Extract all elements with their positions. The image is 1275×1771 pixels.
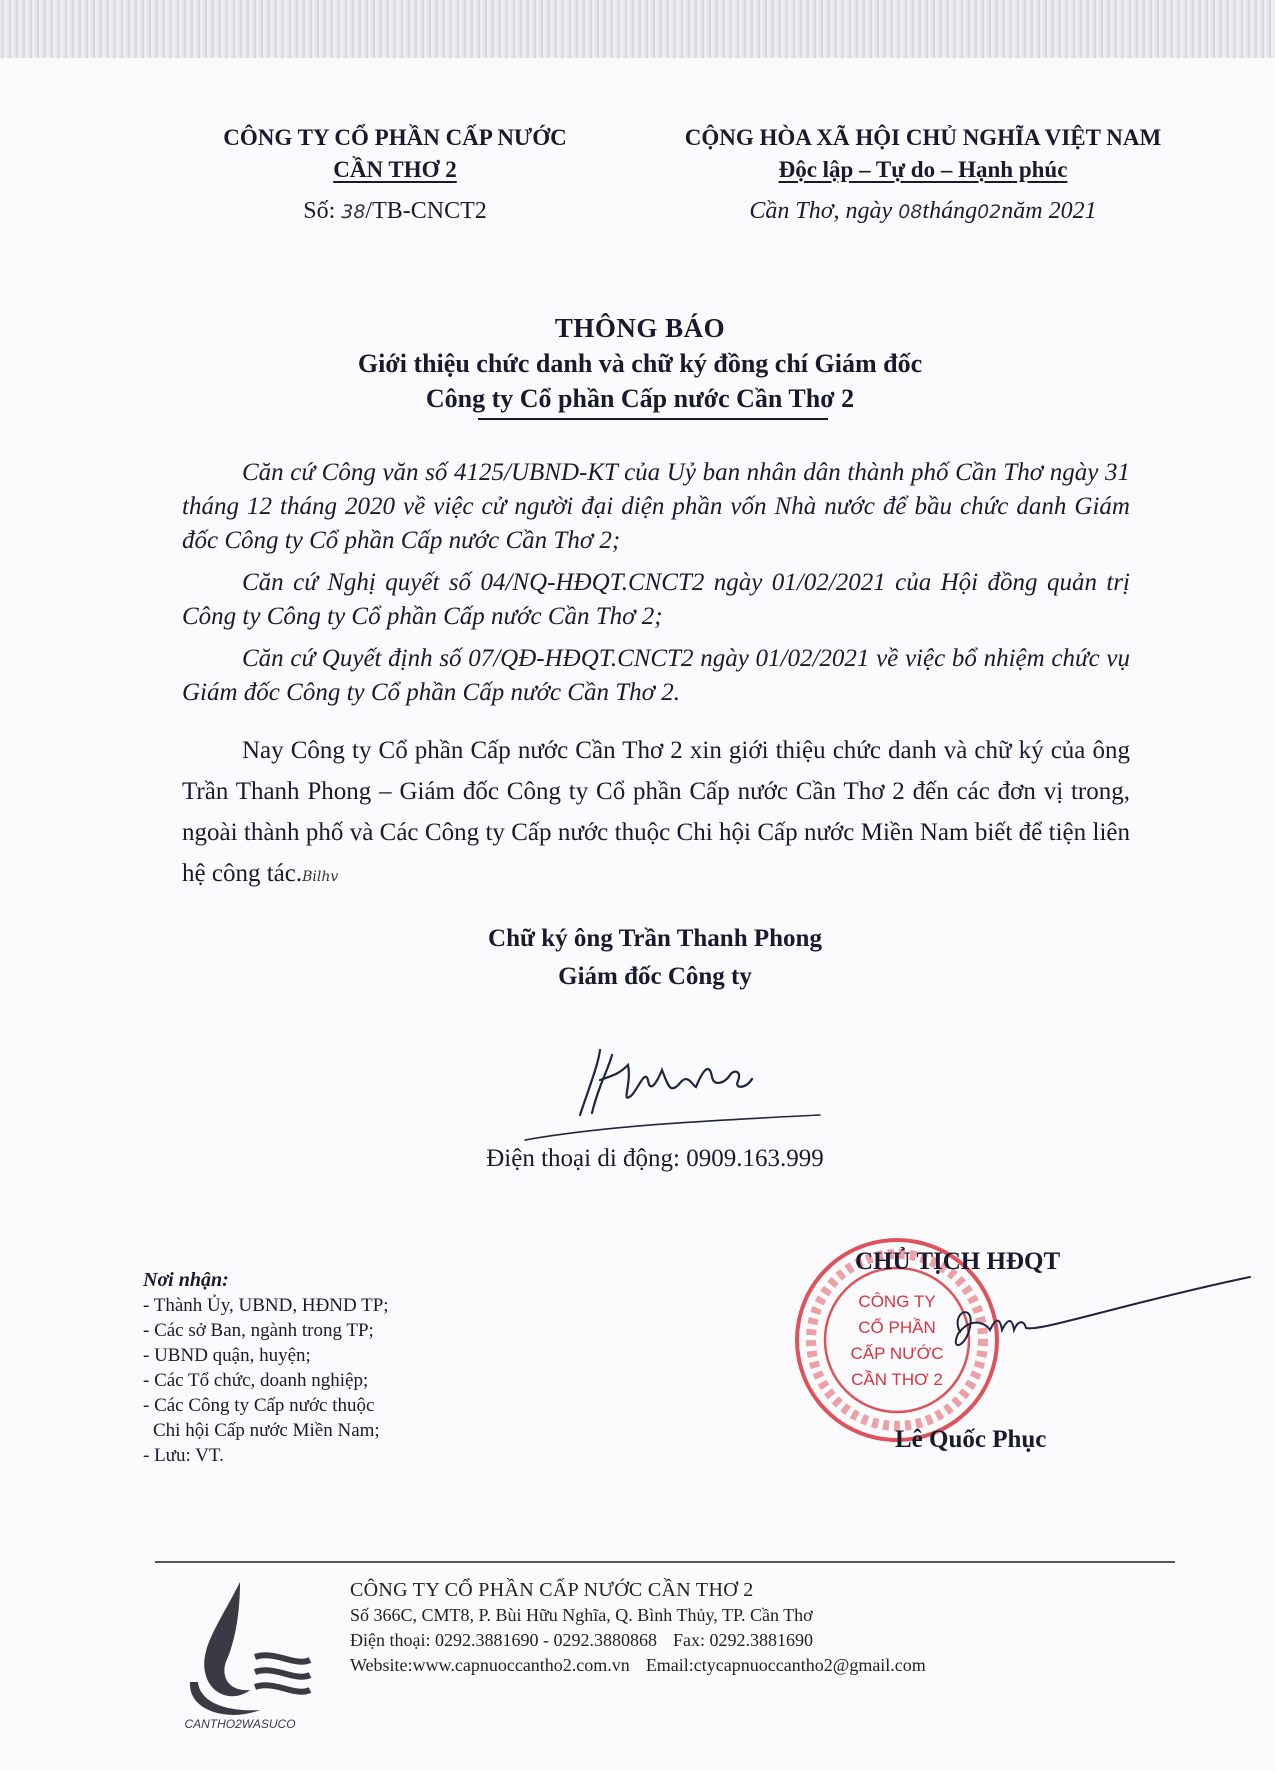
motto [648,154,1198,186]
org-name-line2-text: CẦN THƠ 2 [333,157,457,182]
company-logo [160,1572,320,1732]
footer-divider [155,1561,1175,1563]
doc-number-prefix: Số: [303,198,336,224]
footer-address: Số 366C, CMT8, P. Bùi Hữu Nghĩa, Q. Bình Thủy, TP. Cần Thơ [350,1605,813,1625]
basis-paragraph-2: Căn cứ Nghị quyết số 04/NQ-HĐQT.CNCT2 ngày 01/02/2021 của Hội đồng quản trị Công ty Công ty Cổ phần Cấp nước Cần Thơ 2; [182,569,1130,630]
title-underline [478,418,828,420]
footer-org-name: CÔNG TY CỔ PHẦN CẤP NƯỚC CẦN THƠ 2 [350,1579,754,1601]
title-line1: Giới thiệu chức danh và chữ ký đồng chí Giám đốc [357,349,923,378]
recipient-item: - Lưu: VT. [143,1445,224,1466]
main-paragraph [182,730,1130,898]
basis-paragraph-3: Căn cứ Quyết định số 07/QĐ-HĐQT.CNCT2 ngày 01/02/2021 về việc bổ nhiệm chức vụ Giám đốc Công ty Cổ phần Cấp nước Cần Thơ 2. [182,645,1130,706]
notice-title [200,311,1080,416]
scan-edge-artifact [0,0,1275,58]
main-paragraph-text: Nay Công ty Cổ phần Cấp nước Cần Thơ 2 xin giới thiệu chức danh và chữ ký của ông Trần Thanh Phong – Giám đốc Công ty Cổ phần Cấp nước Cần Thơ 2 đến các đơn vị trong, ngoài thành phố và Các Công ty Cấp nước thuộc Chi hội Cấp nước Miền Nam biết để tiện liên hệ công tác. [182,737,1130,887]
handwritten-initials: Bilhv [302,869,339,885]
org-header [175,122,615,228]
seal-text-line4: CẦN THƠ 2 [851,1370,943,1389]
chairman-signature [930,1272,1260,1382]
seal-text-line2: CỔ PHẦN [858,1318,936,1337]
recipient-item: - Các sở Ban, ngành trong TP; [143,1320,374,1341]
footer-fax: Fax: 0292.3881690 [672,1630,813,1650]
footer-email: Email:ctycapnuoccantho2@gmail.com [645,1655,926,1675]
signature-position: Giám đốc Công ty [558,963,752,990]
doc-number-handwritten: 38 [341,201,366,223]
footer-phone: Điện thoại: 0292.3881690 - 0292.3880868 [350,1630,657,1650]
seal-text-line3: CẤP NƯỚC [850,1344,944,1363]
recipients-heading: Nơi nhận: [143,1269,229,1291]
recipient-item: - UBND quận, huyện; [143,1345,311,1366]
title-main: THÔNG BÁO [554,313,726,343]
recipient-item: - Các Tổ chức, doanh nghiệp; [143,1370,369,1391]
recipient-item: - Thành Ủy, UBND, HĐND TP; [143,1295,389,1316]
director-phone: Điện thoại di động: 0909.163.999 [486,1145,824,1172]
recipient-item: - Các Công ty Cấp nước thuộc [143,1395,375,1416]
chairman-title: CHỦ TỊCH HĐQT [855,1248,1061,1275]
seal-text-line1: CÔNG TY [858,1292,936,1311]
director-signature [520,1025,840,1145]
document-number [175,195,615,228]
title-line2: Công ty Cổ phần Cấp nước Cần Thơ 2 [425,384,855,413]
date-month-label: tháng [922,198,978,224]
footer-contact [350,1578,1230,1678]
doc-number-suffix: /TB-CNCT2 [365,198,487,224]
notice-body [182,456,1130,898]
nation-title: CỘNG HÒA XÃ HỘI CHỦ NGHĨA VIỆT NAM [684,125,1162,150]
national-header [648,122,1198,228]
date-day-handwritten: 08 [898,201,923,223]
recipient-item: Chi hội Cấp nước Miền Nam; [153,1420,380,1441]
org-name-line2 [175,154,615,186]
footer-web-email [350,1653,1230,1678]
basis-paragraph-1: Căn cứ Công văn số 4125/UBND-KT của Uỷ ban nhân dân thành phố Cần Thơ ngày 31 tháng 12 tháng 2020 về việc cử người đại diện phần vốn Nhà nước để bầu chức danh Giám đốc Công ty Cổ phần Cấp nước Cần Thơ 2; [182,459,1130,554]
org-name-line1: CÔNG TY CỔ PHẦN CẤP NƯỚC [223,125,567,150]
director-signature-caption [330,920,980,996]
logo-wordmark: CANTHO2WASUCO [184,1717,296,1731]
footer-website: Website:www.capnuoccantho2.com.vn [350,1655,630,1675]
issue-date [648,195,1198,228]
date-year-label: năm 2021 [1001,198,1097,224]
motto-text: Độc lập – Tự do – Hạnh phúc [778,157,1068,182]
signature-label: Chữ ký ông Trần Thanh Phong [488,925,822,952]
date-prefix: Cần Thơ, ngày [749,198,893,224]
footer-phone-fax [350,1628,1230,1653]
recipients [143,1268,543,1468]
chairman-name: Lê Quốc Phục [895,1426,1047,1453]
date-month-handwritten: 02 [977,201,1002,223]
